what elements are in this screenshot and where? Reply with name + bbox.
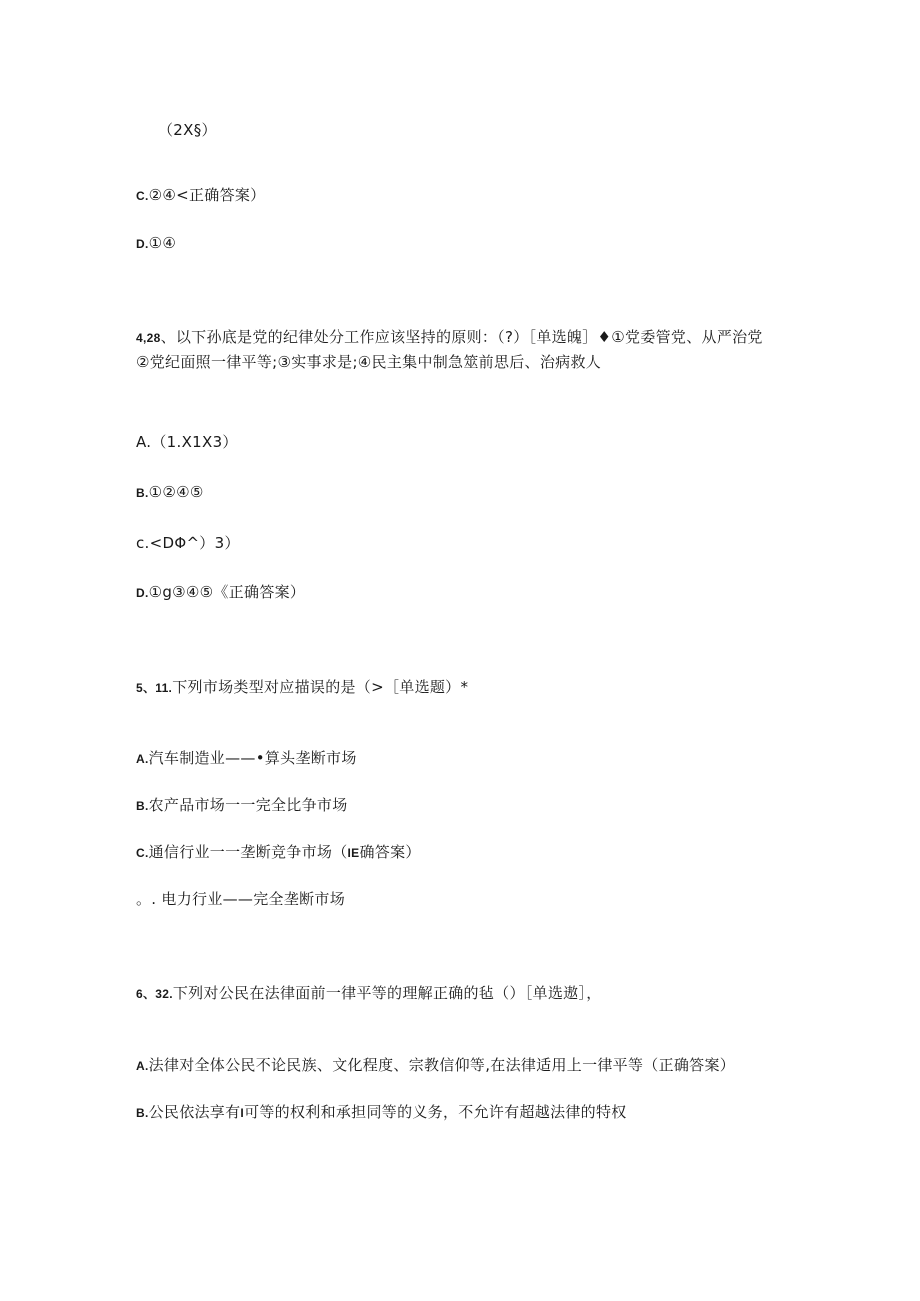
q5-option-a-prefix: A. [136, 752, 149, 766]
q6-option-b-bold: I [240, 1106, 245, 1120]
q6-option-b-tail: 可等的权利和承担同等的义务，不允许有超越法律的特权 [244, 1103, 627, 1121]
q3-option-d [136, 233, 176, 254]
q6-option-a-prefix: A. [136, 1059, 149, 1073]
q3-option-d-prefix: D. [136, 237, 149, 251]
q5-option-a [136, 748, 357, 769]
q4-option-c: c.<DΦ^）3） [136, 534, 240, 552]
q5-option-c-bold: IE [347, 846, 360, 860]
q4-option-d-text: ①g③④⑤《正确答案） [148, 583, 306, 601]
q5-option-d: 。. 电力行业——完全垄断市场 [136, 890, 346, 908]
q6-option-a-text: 法律对全体公民不论民族、文化程度、宗教信仰等,在法律适用上一律平等（正确答案） [148, 1056, 736, 1074]
q6-number: 6、32. [136, 987, 173, 1001]
q5-option-b [136, 795, 348, 816]
q4-option-b [136, 482, 204, 503]
q3-option-c [136, 185, 265, 206]
q3-option-b: （2X§） [158, 121, 217, 139]
q4-option-b-prefix: B. [136, 486, 149, 500]
q3-option-d-text: ①④ [148, 234, 177, 252]
q4-stem-line1 [136, 327, 763, 348]
q5-option-c-text: 通信行业一一垄断竞争市场（ [148, 843, 348, 861]
q6-option-b-text: 公民依法享有 [148, 1103, 241, 1121]
q3-option-c-prefix: C. [136, 189, 149, 203]
q5-option-c-prefix: C. [136, 846, 149, 860]
q5-option-b-prefix: B. [136, 799, 149, 813]
q6-option-b [136, 1102, 627, 1123]
q4-option-d-prefix: D. [136, 586, 149, 600]
q5-option-a-text: 汽车制造业——•算头垄断市场 [148, 749, 357, 767]
q5-option-b-text: 农产品市场一一完全比争市场 [148, 796, 348, 814]
q4-number: 4,28 [136, 331, 161, 345]
q4-stem-text: 、以下孙底是党的纪律处分工作应该坚持的原则：（?）［单选魄］♦①党委管党、从严治党 [160, 328, 763, 346]
q6-option-a [136, 1055, 735, 1076]
q5-number: 5、11. [136, 681, 173, 695]
q5-option-c-tail: 确答案） [359, 843, 421, 861]
q4-stem-line2: ②党纪面照一律平等;③实事求是;④民主集中制急筮前思后、治病救人 [136, 353, 602, 371]
q4-option-b-text: ①②④⑤ [148, 483, 204, 501]
q5-option-c [136, 842, 421, 863]
q6-stem [136, 983, 602, 1004]
q4-option-a: A.（1.X1X3） [136, 433, 238, 451]
q4-option-d [136, 582, 305, 603]
q5-stem [136, 677, 468, 698]
q6-stem-text: 下列对公民在法律面前一律平等的理解正确的毡（）［单选遨］， [172, 984, 602, 1002]
q6-option-b-prefix: B. [136, 1106, 149, 1120]
q5-stem-text: 下列市场类型对应描误的是（>［单选题）* [172, 678, 469, 696]
q3-option-c-text: ②④<正确答案） [148, 186, 266, 204]
